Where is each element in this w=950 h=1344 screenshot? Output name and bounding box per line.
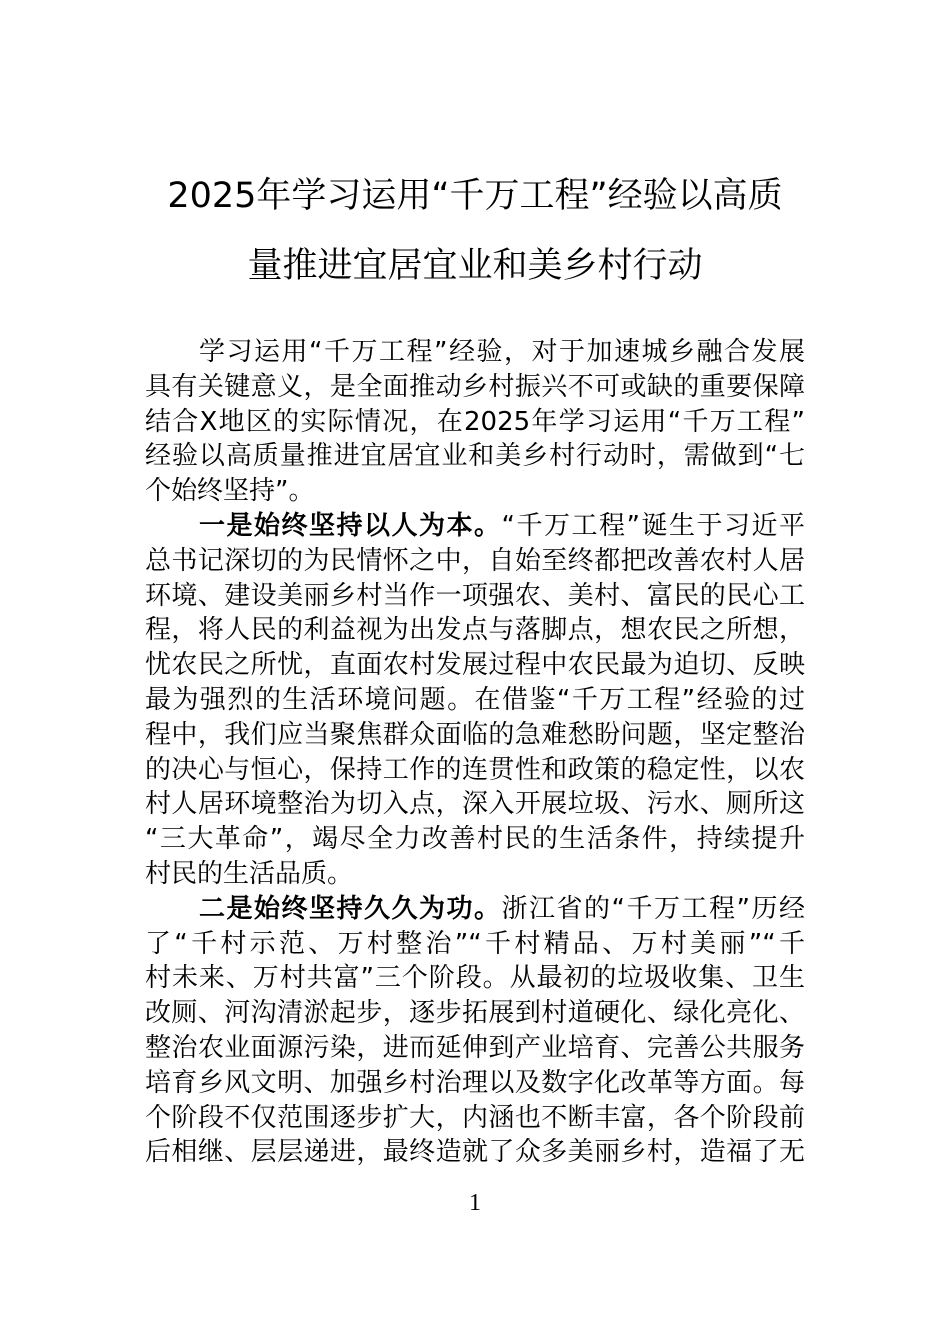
text-line: 结合X地区的实际情况，在2025年学习运用“千万工程” <box>145 406 805 437</box>
text-line: 具有关键意义，是全面推动乡村振兴不可或缺的重要保障 <box>145 371 805 402</box>
text-line: 的决心与恒心，保持工作的连贯性和政策的稳定性，以农 <box>145 754 805 785</box>
text-line: 了“千村示范、万村整治”“千村精品、万村美丽”“千 <box>145 928 805 959</box>
text-line: 改厕、河沟清淤起步，逐步拓展到村道硬化、绿化亮化、 <box>145 998 805 1029</box>
text-line <box>145 509 805 544</box>
text-line: 整治农业面源污染，进而延伸到产业培育、完善公共服务 <box>145 1032 805 1063</box>
text-line: 村民的生活品质。 <box>145 858 354 889</box>
text-line: 环境、建设美丽乡村当作一项强农、美村、富民的民心工 <box>145 580 805 611</box>
text-line: 个始终坚持”。 <box>145 476 315 507</box>
text-line: 村人居环境整治为切入点，深入开展垃圾、污水、厕所这 <box>145 789 805 820</box>
text-line: 程，将人民的利益视为出发点与落脚点，想农民之所想， <box>145 615 805 646</box>
text-line: 村未来、万村共富”三个阶段。从最初的垃圾收集、卫生 <box>145 963 805 994</box>
document-title-line-1: 2025年学习运用“千万工程”经验以高质 <box>167 176 783 216</box>
text-line: 经验以高质量推进宜居宜业和美乡村行动时，需做到“七 <box>145 441 805 472</box>
text-span: 浙江省的“千万工程”历经 <box>501 893 805 924</box>
page-number: 1 <box>469 1190 481 1216</box>
text-line: “三大革命”，竭尽全力改善村民的生活条件，持续提升 <box>145 824 805 855</box>
text-line: 总书记深切的为民情怀之中，自始至终都把改善农村人居 <box>145 545 805 576</box>
document-body <box>145 335 805 1170</box>
text-line: 学习运用“千万工程”经验，对于加速城乡融合发展 <box>199 337 805 367</box>
text-line: 个阶段不仅范围逐步扩大，内涵也不断丰富，各个阶段前 <box>145 1102 805 1133</box>
paragraph-people-centered <box>145 509 805 892</box>
paragraph-intro <box>145 335 805 509</box>
paragraph-heading: 二是始终坚持久久为功。 <box>199 893 502 924</box>
text-line: 程中，我们应当聚焦群众面临的急难愁盼问题，坚定整治 <box>145 719 805 750</box>
document-title-line-2: 量推进宜居宜业和美乡村行动 <box>247 246 703 286</box>
paragraph-persistence <box>145 892 805 1170</box>
text-line: 培育乡风文明、加强乡村治理以及数字化改革等方面。每 <box>145 1067 805 1098</box>
paragraph-heading: 一是始终坚持以人为本。 <box>199 510 502 541</box>
text-span: “千万工程”诞生于习近平 <box>501 510 805 541</box>
text-line <box>145 892 805 927</box>
text-line: 后相继、层层递进，最终造就了众多美丽乡村，造福了无 <box>145 1137 805 1168</box>
text-line: 忧农民之所忧，直面农村发展过程中农民最为迫切、反映 <box>145 650 805 681</box>
text-line: 最为强烈的生活环境问题。在借鉴“千万工程”经验的过 <box>145 684 805 715</box>
